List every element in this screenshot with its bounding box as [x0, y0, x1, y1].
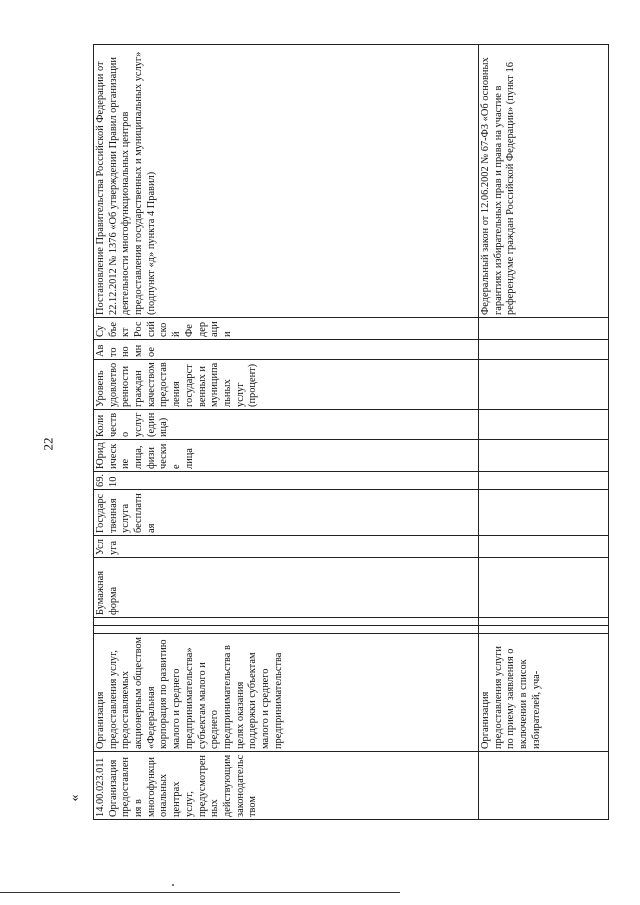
empty-cell [479, 472, 609, 490]
footer-rule [0, 892, 400, 893]
unit-cell: Количество услуг (единица) [94, 410, 479, 440]
payment-cell: Государственная услуга бесплатная [94, 490, 479, 536]
empty-cell [94, 626, 479, 634]
empty-cell [479, 340, 609, 360]
empty-cell [479, 440, 609, 472]
footer-mark [172, 884, 174, 886]
empty-cell [479, 618, 609, 626]
rotated-table-wrapper [93, 45, 608, 820]
empty-cell [479, 318, 609, 340]
empty-cell [479, 536, 609, 558]
empty-cell [94, 618, 479, 626]
table-row [479, 45, 609, 820]
type-cell: Услуга [94, 536, 479, 558]
organization-cell: Организация предоставления услуги по приему заявления о включении в список избирателей, уча- [479, 634, 609, 752]
empty-cell [479, 558, 609, 618]
indicator-cell: Уровень удовлетворенности граждан качеством предоставления государственных и муниципальных услуг (процент) [94, 360, 479, 410]
organization-cell: Организация предоставления услуг, предоставляемых акционерным обществом «Федеральная корпорация по развитию малого и среднего предпринимательства» субъектам малого и среднего предпринимательства в целях оказания поддержки субъектам малого и среднего предпринимательства [94, 634, 479, 752]
empty-cell [479, 490, 609, 536]
empty-cell [479, 752, 609, 820]
empty-cell [479, 360, 609, 410]
service-name: Организация предоставления в многофункциональных центрах услуг, предусмотренных действующим законодательством [107, 754, 259, 817]
basis-cell: Федеральный закон от 12.06.2002 № 67-ФЗ «Об основных гарантиях избирательных прав и права на участие в референдуме граждан Российской Федерации» (пункт 16 [479, 45, 609, 318]
okved-cell: 69.10 [94, 472, 479, 490]
table-row [94, 45, 479, 820]
empty-cell [479, 410, 609, 440]
service-code: 14.00.023.011 [95, 757, 106, 817]
service-name-cell [94, 752, 479, 820]
empty-cell [479, 626, 609, 634]
level-cell: Субъект Российской Федерации [94, 318, 479, 340]
services-table [93, 44, 609, 820]
form-cell: Бумажная форма [94, 558, 479, 618]
autonomous-cell: Автономное [94, 340, 479, 360]
recipients-cell: Юридические лица, физические лица [94, 440, 479, 472]
basis-cell: Постановление Правительства Российской Федерации от 22.12.2012 № 1376 «Об утверждении Правил организации деятельности многофункциональных центров предоставления государственных и муниципальных услуг» (подпункт «д» пункта 4 Правил) [94, 45, 479, 318]
quote-mark: « [67, 794, 83, 802]
page-number: 22 [40, 437, 56, 451]
